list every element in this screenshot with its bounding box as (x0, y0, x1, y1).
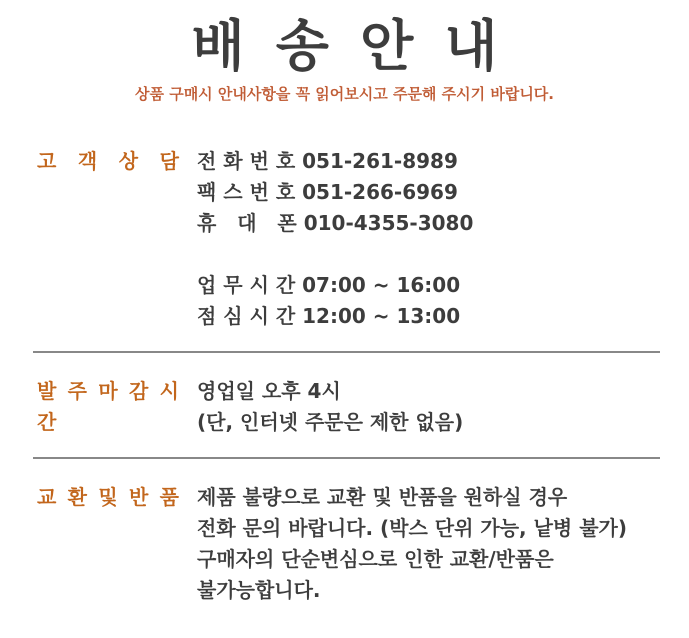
fax-number-line: 팩 스 번 호 051-266-6969 (197, 180, 458, 205)
exchange-policy-line-2: 전화 문의 바랍니다. (박스 단위 가능, 낱병 불가) (197, 516, 627, 541)
page-subtitle: 상품 구매시 안내사항을 꼭 읽어보시고 주문해 주시기 바랍니다. (135, 84, 554, 103)
section-content-order-deadline (197, 376, 669, 438)
page-title: 배 송 안 내 (191, 14, 504, 78)
deadline-note-line: (단, 인터넷 주문은 제한 없음) (197, 410, 464, 435)
info-sections (0, 146, 689, 606)
section-customer-service (0, 146, 689, 332)
mobile-number-line: 휴 대 폰 010-4355-3080 (197, 211, 474, 236)
section-label-customer-service: 고 객 상 담 (37, 149, 179, 174)
exchange-policy-line-4: 불가능합니다. (197, 578, 321, 603)
blank-line (197, 239, 669, 270)
section-label-order-deadline: 발 주 마 감 시 간 (37, 379, 179, 435)
exchange-policy-line-1: 제품 불량으로 교환 및 반품을 원하실 경우 (197, 485, 568, 510)
section-divider (33, 457, 660, 459)
section-content-customer-service (197, 146, 669, 332)
section-divider (33, 351, 660, 353)
section-order-deadline (0, 376, 689, 438)
lunch-hours-line: 점 심 시 간 12:00 ~ 13:00 (197, 304, 461, 329)
exchange-policy-line-3: 구매자의 단순변심으로 인한 교환/반품은 (197, 547, 554, 572)
business-hours-line: 업 무 시 간 07:00 ~ 16:00 (197, 273, 461, 298)
section-exchange-return (0, 482, 689, 606)
section-content-exchange-return (197, 482, 669, 606)
deadline-line: 영업일 오후 4시 (197, 379, 341, 404)
section-label-exchange-return: 교 환 및 반 품 (37, 485, 179, 510)
phone-number-line: 전 화 번 호 051-261-8989 (197, 149, 458, 174)
